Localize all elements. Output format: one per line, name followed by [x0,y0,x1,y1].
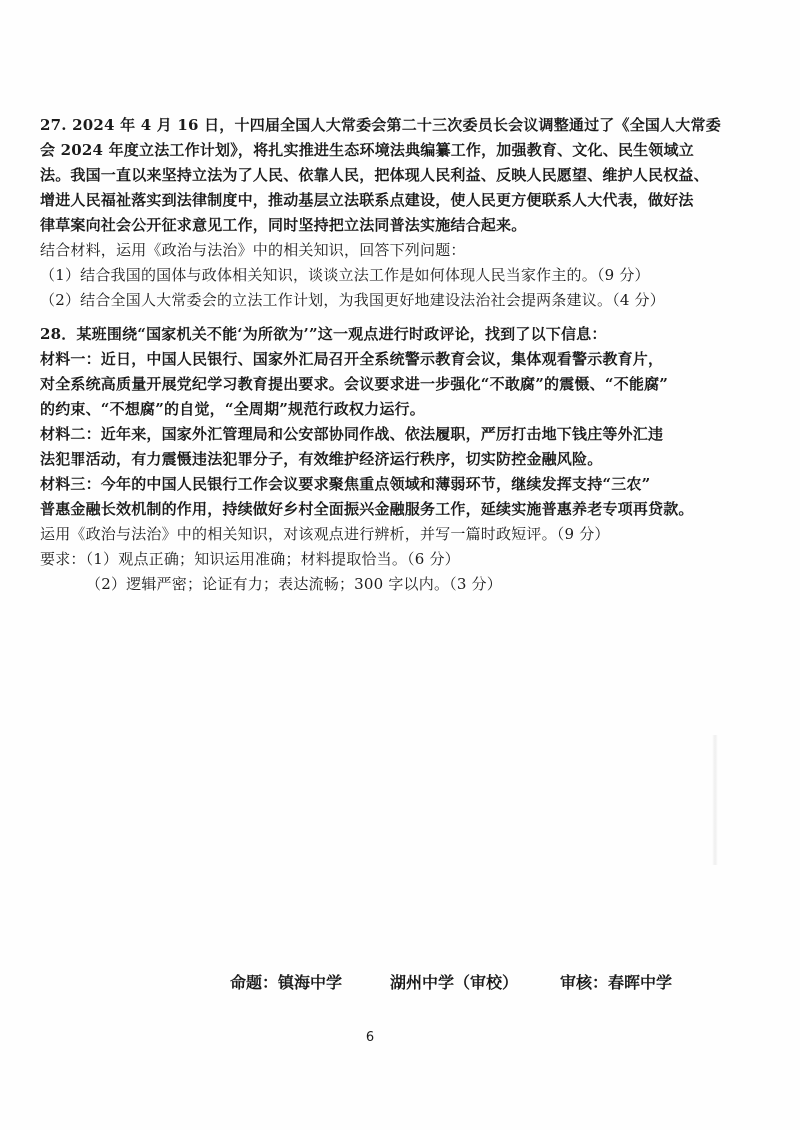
setter-school: 命题：镇海中学 [230,973,343,992]
reviewer-school: 湖州中学（审校） [390,973,519,992]
q28-task: 运用《政治与法治》中的相关知识，对该观点进行辨析，并写一篇时政短评。（9 分） [40,525,610,543]
q28-material-3-line-2: 普惠金融长效机制的作用，持续做好乡村全面振兴金融服务工作，延续实施普惠养老专项再贷款。 [40,500,694,518]
q27-stem-line-1: 27. 2024 年 4 月 16 日，十四届全国人大常委会第二十三次委员长会议调整通过了《全国人大常委 [40,116,721,134]
q27-stem-line-2: 会 2024 年度立法工作计划》，将扎实推进生态环境法典编纂工作，加强教育、文化、民生领域立 [40,141,694,159]
q28-material-2-line-1: 材料二：近年来，国家外汇管理局和公安部协同作战、依法履职，严厉打击地下钱庄等外汇违 [40,425,664,443]
q28-requirement-2: （2）逻辑严密；论证有力；表达流畅；300 字以内。（3 分） [86,575,502,593]
q27-stem-line-5: 律草案向社会公开征求意见工作，同时坚持把立法同普法实施结合起来。 [40,216,527,234]
question-28 [40,322,760,597]
q27-subquestion-2: （2）结合全国人大常委会的立法工作计划，为我国更好地建设法治社会提两条建议。（4 分） [40,291,665,309]
q27-stem-line-3: 法。我国一直以来坚持立法为了人民、依靠人民，把体现人民利益、反映人民愿望、维护人民权益、 [40,166,709,184]
q27-instruction: 结合材料，运用《政治与法治》中的相关知识，回答下列问题： [40,241,466,259]
q28-material-1-line-2: 对全系统高质量开展党纪学习教育提出要求。会议要求进一步强化“不敢腐”的震慑、“不能腐” [40,375,669,393]
scan-artifact [712,735,718,865]
q28-requirement-1: 要求：（1）观点正确；知识运用准确；材料提取恰当。（6 分） [40,550,460,568]
q28-material-1-line-1: 材料一：近日，中国人民银行、国家外汇局召开全系统警示教育会议，集体观看警示教育片， [40,350,664,368]
q28-material-1-line-3: 的约束、“不想腐”的自觉，“全周期”规范行政权力运行。 [40,400,425,418]
question-27 [40,113,760,313]
exam-credits [230,971,690,995]
q27-stem-line-4: 增进人民福祉落实到法律制度中，推动基层立法联系点建设，使人民更方便联系人大代表，做好法 [40,191,694,209]
q27-subquestion-1: （1）结合我国的国体与政体相关知识，谈谈立法工作是如何体现人民当家作主的。（9 分） [40,266,650,284]
auditor-school: 审核：春晖中学 [560,973,673,992]
q28-material-2-line-2: 法犯罪活动，有力震慑违法犯罪分子，有效维护经济运行秩序，切实防控金融风险。 [40,450,603,468]
q28-material-3-line-1: 材料三：今年的中国人民银行工作会议要求聚焦重点领域和薄弱环节，继续发挥支持“三农” [40,475,651,493]
page-number: 6 [365,1030,375,1045]
q28-intro: 28．某班围绕“国家机关不能‘为所欲为’”这一观点进行时政评论，找到了以下信息： [40,325,607,343]
